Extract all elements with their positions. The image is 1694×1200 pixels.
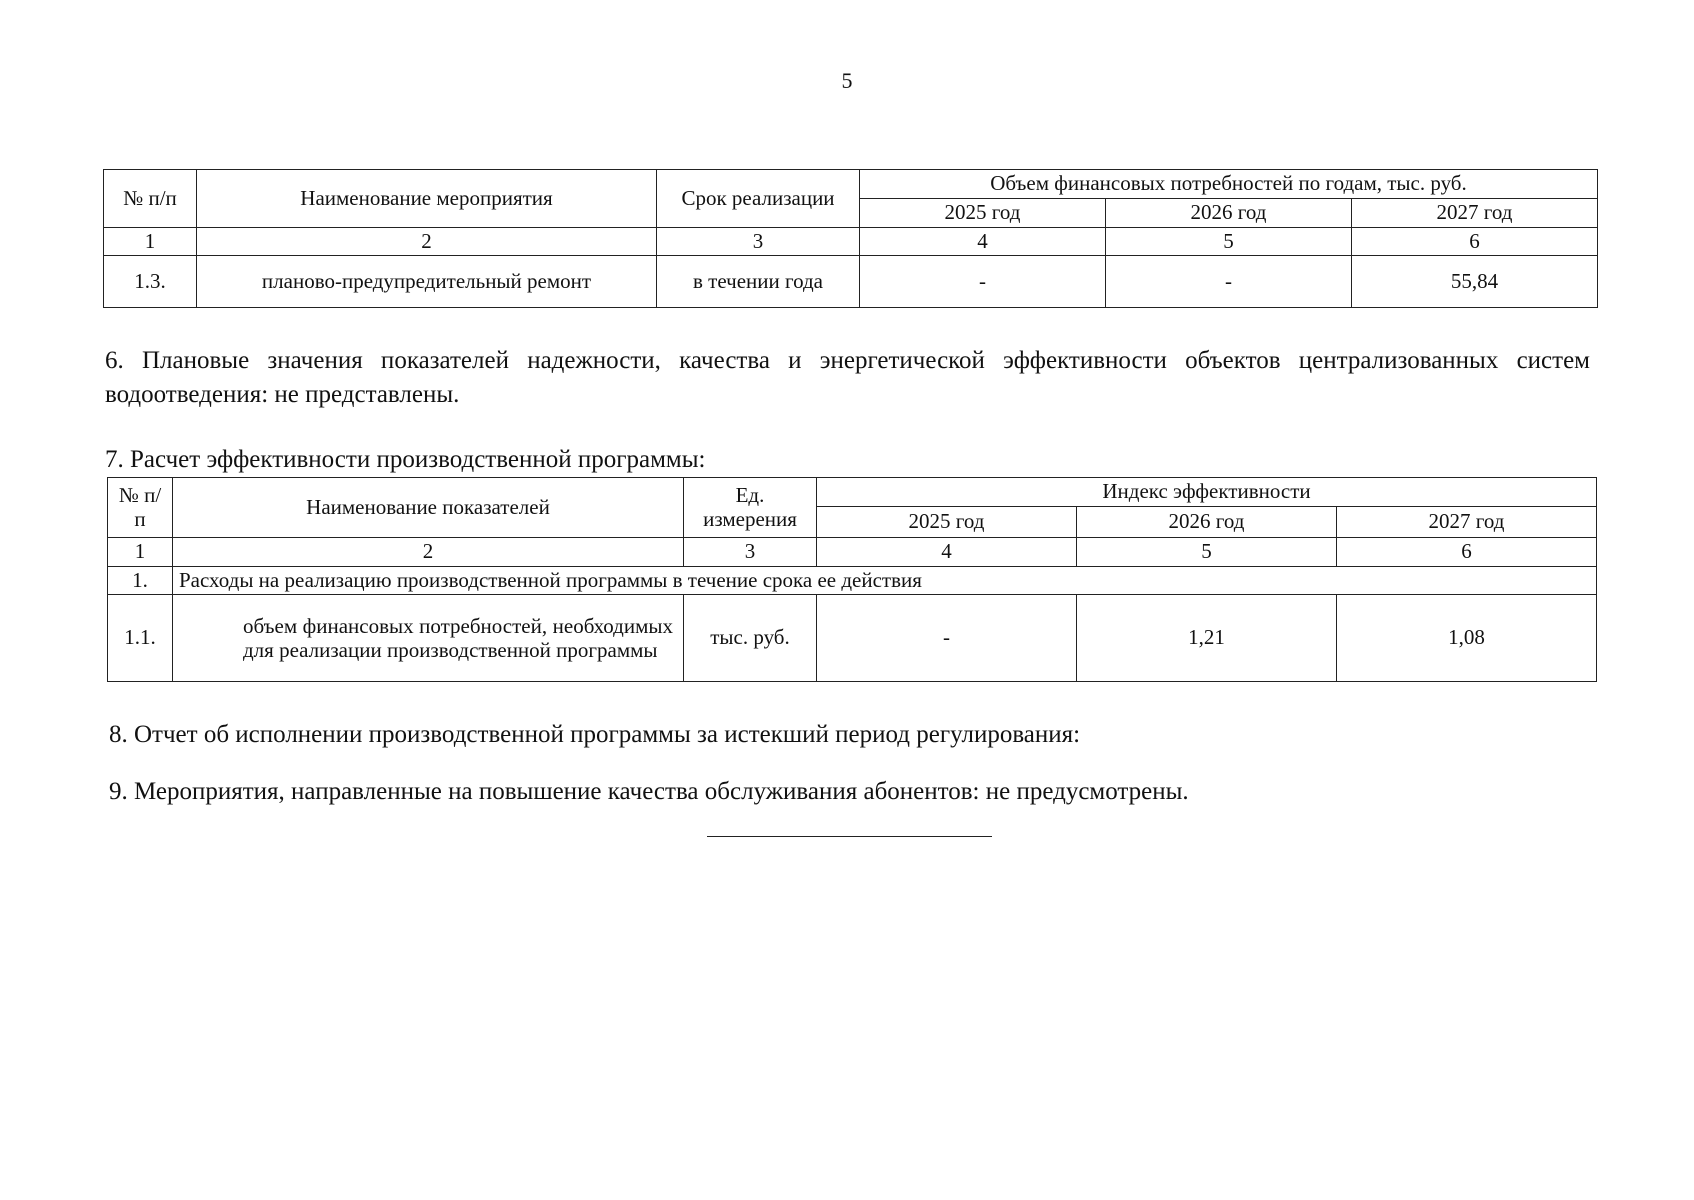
column-number: 5	[1106, 228, 1352, 256]
efficiency-table	[107, 477, 1597, 682]
column-number: 4	[817, 538, 1077, 567]
header-year-2025: 2025 год	[860, 199, 1106, 228]
section-row-num: 1.	[108, 567, 173, 595]
row-value-2027: 1,08	[1337, 595, 1597, 682]
header-unit: Ед. измерения	[684, 478, 817, 538]
column-number: 2	[197, 228, 657, 256]
table-row	[104, 256, 1598, 308]
closing-divider-line	[707, 836, 992, 837]
header-indicator-name: Наименование показателей	[173, 478, 684, 538]
row-value-2025: -	[817, 595, 1077, 682]
section-9-paragraph: 9. Мероприятия, направленные на повышение качества обслуживания абонентов: не предусмотрены.	[109, 778, 1189, 805]
header-year-2026: 2026 год	[1077, 507, 1337, 538]
column-number-row	[108, 538, 1597, 567]
row-num: 1.3.	[104, 256, 197, 308]
row-indicator-name: объем финансовых потребностей, необходимых для реализации производственной программы	[173, 595, 684, 682]
column-number-row	[104, 228, 1598, 256]
column-number: 2	[173, 538, 684, 567]
header-efficiency-index: Индекс эффективности	[817, 478, 1597, 507]
row-value-2027: 55,84	[1352, 256, 1598, 308]
column-number: 6	[1337, 538, 1597, 567]
section-row	[108, 567, 1597, 595]
row-term: в течении года	[657, 256, 860, 308]
section-7-heading: 7. Расчет эффективности производственной программы:	[105, 446, 706, 473]
column-number: 6	[1352, 228, 1598, 256]
table-header-row	[104, 170, 1598, 199]
header-year-2025: 2025 год	[817, 507, 1077, 538]
header-year-2026: 2026 год	[1106, 199, 1352, 228]
row-value-2026: -	[1106, 256, 1352, 308]
table-row	[108, 595, 1597, 682]
header-term: Срок реализации	[657, 170, 860, 228]
column-number: 1	[108, 538, 173, 567]
header-year-2027: 2027 год	[1352, 199, 1598, 228]
page-number: 5	[841, 68, 853, 93]
column-number: 3	[684, 538, 817, 567]
section-8-paragraph: 8. Отчет об исполнении производственной программы за истекший период регулирования:	[109, 721, 1081, 748]
section-row-title: Расходы на реализацию производственной программы в течение срока ее действия	[173, 567, 1597, 595]
section-6-paragraph: 6. Плановые значения показателей надежности, качества и энергетической эффективности объектов централизованных систем водоотведения: не представлены.	[105, 347, 1590, 408]
row-num: 1.1.	[108, 595, 173, 682]
header-event-name: Наименование мероприятия	[197, 170, 657, 228]
row-event-name: планово-предупредительный ремонт	[197, 256, 657, 308]
column-number: 1	[104, 228, 197, 256]
table-header-row	[108, 478, 1597, 507]
header-num: № п/п	[104, 170, 197, 228]
column-number: 3	[657, 228, 860, 256]
header-year-2027: 2027 год	[1337, 507, 1597, 538]
row-value-2026: 1,21	[1077, 595, 1337, 682]
column-number: 5	[1077, 538, 1337, 567]
row-unit: тыс. руб.	[684, 595, 817, 682]
financial-needs-table	[103, 169, 1598, 308]
column-number: 4	[860, 228, 1106, 256]
row-value-2025: -	[860, 256, 1106, 308]
header-num: № п/п	[108, 478, 173, 538]
header-financial-volume: Объем финансовых потребностей по годам, тыс. руб.	[860, 170, 1598, 199]
